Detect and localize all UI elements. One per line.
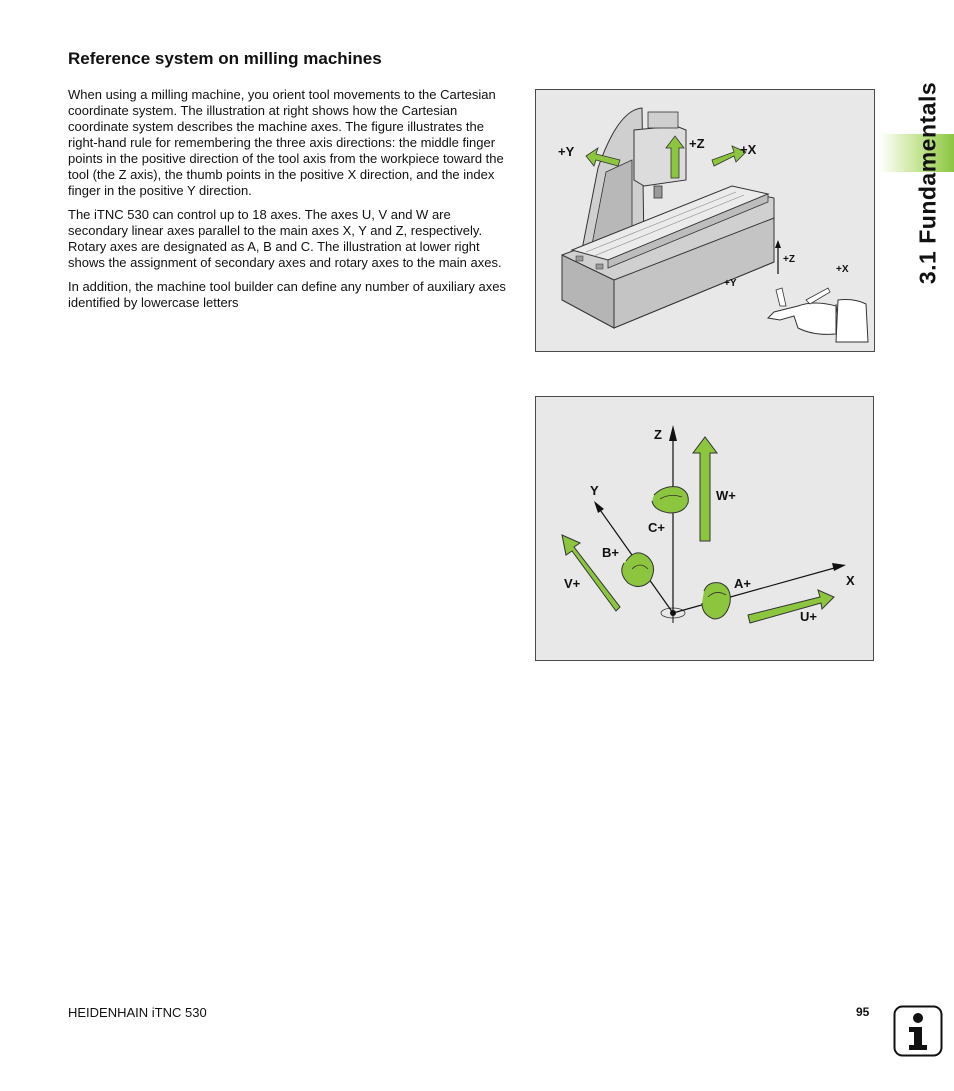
axis-label-a: A+ xyxy=(734,576,751,591)
paragraph-2: The iTNC 530 can control up to 18 axes. The axes U, V and W are secondary linear axes parallel to the main axes X, Y and Z, respectively. Rotary axes are designated as A, B and C. The illustration at lower right shows the assignment of secondary axes and rotary axes to the main axes. xyxy=(68,207,502,270)
label-plus-y: +Y xyxy=(558,144,575,159)
label-plus-z: +Z xyxy=(689,136,705,151)
axis-label-u: U+ xyxy=(800,609,817,624)
axis-label-y: Y xyxy=(590,483,599,498)
chapter-title xyxy=(908,81,948,284)
milling-machine-figure xyxy=(535,89,875,352)
section-heading: Reference system on milling machines xyxy=(68,49,382,68)
label-plus-x: +X xyxy=(740,142,757,157)
paragraph-1: When using a milling machine, you orient tool movements to the Cartesian coordinate system. The illustration at right shows how the Cartesian coordinate system describes the machine axes. The figure illustrates the right-hand rule for remembering the three axis directions: the middle finger points in the positive direction of the tool axis from the workpiece toward the tool (the Z axis), the thumb points in the positive X direction, and the index finger in the positive Y direction. xyxy=(68,87,504,198)
hand-label-z: +Z xyxy=(783,254,795,265)
hand-label-x: +X xyxy=(836,264,849,275)
paragraph-3: In addition, the machine tool builder can define any number of auxiliary axes identified by lowercase letters xyxy=(68,279,506,310)
axis-assignment-figure xyxy=(535,396,874,661)
axis-assignment-diagram xyxy=(536,397,873,660)
axis-label-z: Z xyxy=(654,427,662,442)
axis-label-v: V+ xyxy=(564,576,581,591)
milling-machine-illustration xyxy=(536,90,874,351)
body-text xyxy=(68,87,511,319)
hand-label-y: +Y xyxy=(724,278,737,289)
chapter-title-text: 3.1 Fundamentals xyxy=(914,81,941,284)
page-number: 95 xyxy=(856,1005,870,1019)
axis-label-b: B+ xyxy=(602,545,619,560)
info-icon xyxy=(893,1005,943,1057)
axis-label-w: W+ xyxy=(716,488,736,503)
axis-label-c: C+ xyxy=(648,520,665,535)
footer-product: HEIDENHAIN iTNC 530 xyxy=(68,1005,207,1020)
axis-label-x: X xyxy=(846,573,855,588)
